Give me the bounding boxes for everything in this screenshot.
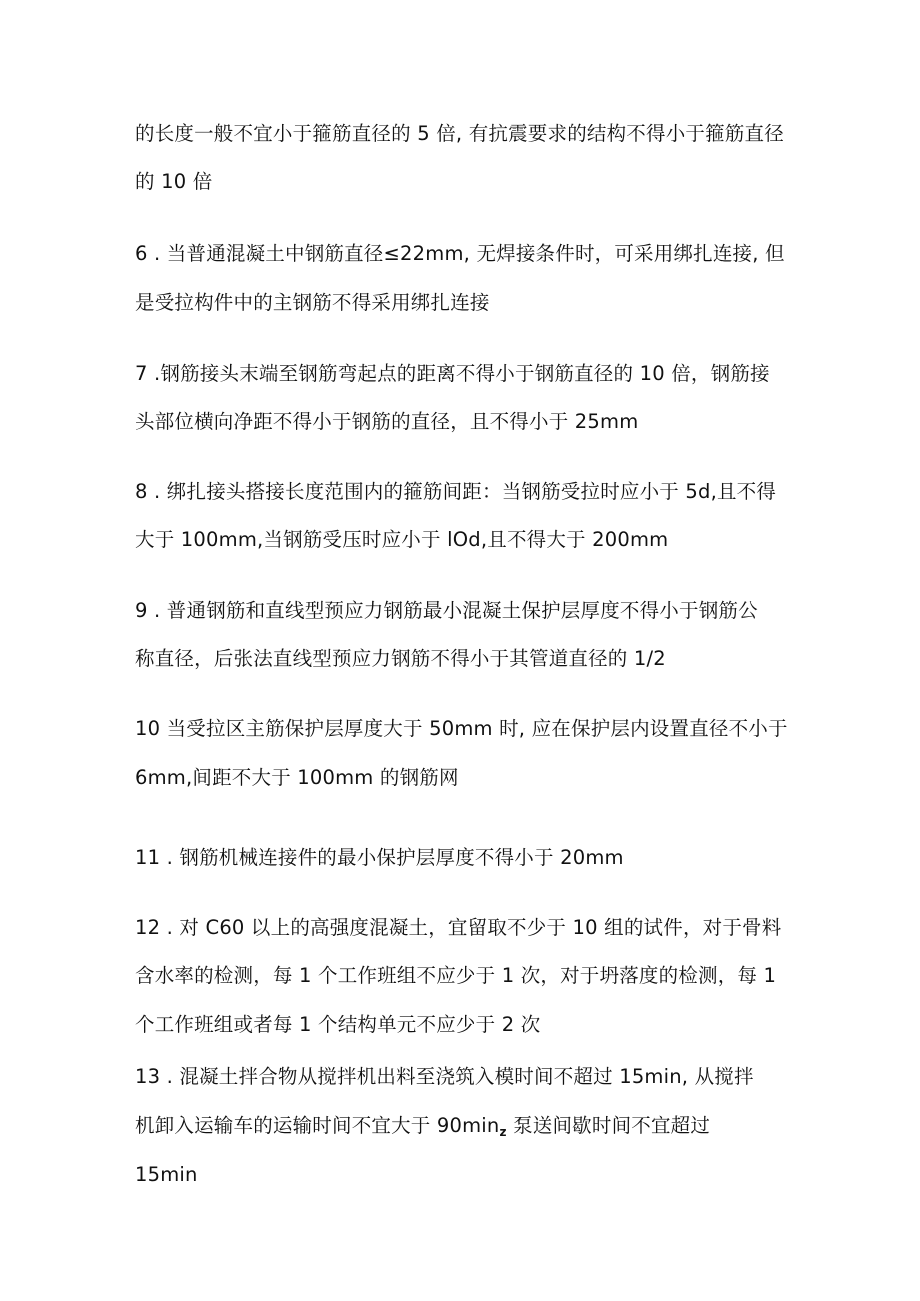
text-line: 6mm,间距不大于 100mm 的钢筋网 [135, 766, 459, 789]
text-line: 大于 100mm,当钢筋受压时应小于 lOd,且不得大于 200mm [135, 528, 669, 551]
text-line: 的 10 倍 [135, 170, 213, 193]
text-line: 的长度一般不宜小于箍筋直径的 5 倍, 有抗震要求的结构不得小于箍筋直径 [135, 122, 784, 145]
text-segment: z [499, 1125, 507, 1139]
text-line: 7 .钢筋接头末端至钢筋弯起点的距离不得小于钢筋直径的 10 倍，钢筋接 [135, 362, 770, 385]
text-line: 10 当受拉区主筋保护层厚度大于 50mm 时, 应在保护层内设置直径不小于 [135, 717, 788, 740]
text-line: 称直径，后张法直线型预应力钢筋不得小于其管道直径的 1/2 [135, 647, 666, 670]
text-line: 个工作班组或者每 1 个结构单元不应少于 2 次 [135, 1013, 541, 1036]
text-line: 12 . 对 C60 以上的高强度混凝土，宜留取不少于 10 组的试件，对于骨料 [135, 916, 782, 939]
text-line: 6 . 当普通混凝土中钢筋直径≤22mm, 无焊接条件时，可采用绑扎连接, 但 [135, 242, 785, 265]
text-segment: 泵送间歇时间不宜超过 [506, 1114, 711, 1137]
text-line [135, 1112, 710, 1146]
text-line: 含水率的检测，每 1 个工作班组不应少于 1 次，对于坍落度的检测，每 1 [135, 964, 777, 987]
text-line: 头部位横向净距不得小于钢筋的直径，且不得小于 25mm [135, 410, 639, 433]
text-line: 13 . 混凝土拌合物从搅拌机出料至浇筑入模时间不超过 15min, 从搅拌 [135, 1065, 754, 1088]
text-line: 9 . 普通钢筋和直线型预应力钢筋最小混凝土保护层厚度不得小于钢筋公 [135, 599, 758, 622]
text-line: 8 . 绑扎接头搭接长度范围内的箍筋间距：当钢筋受拉时应小于 5d,且不得 [135, 480, 777, 503]
text-line: 是受拉构件中的主钢筋不得采用绑扎连接 [135, 291, 490, 314]
text-line: 15min [135, 1163, 198, 1186]
text-line: 11 . 钢筋机械连接件的最小保护层厚度不得小于 20mm [135, 846, 624, 869]
text-segment: 机卸入运输车的运输时间不宜大于 90min [135, 1114, 500, 1137]
